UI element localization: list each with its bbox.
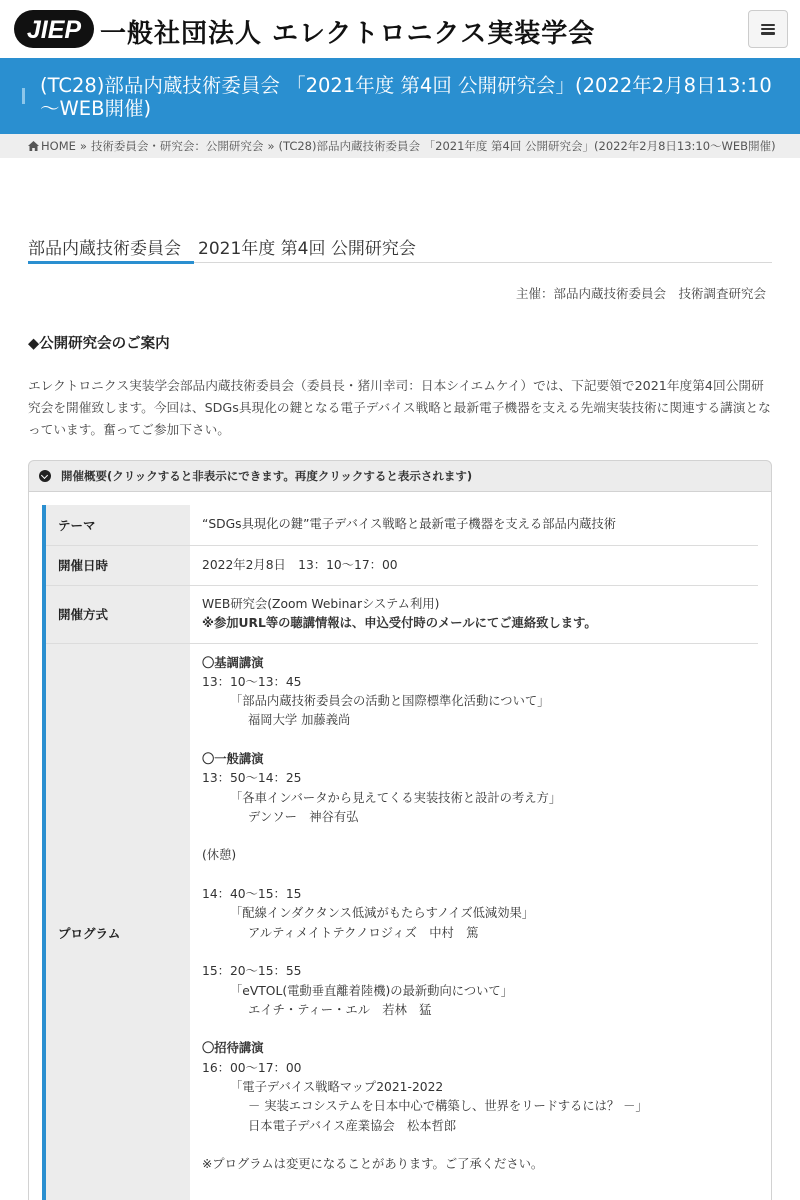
- invited-subtitle: － 実装エコシステムを日本中心で構築し、世界をリードするには？ －」: [248, 1099, 648, 1114]
- talk3-title: 「eVTOL(電動垂直離着陸機)の最新動向について」: [230, 983, 514, 998]
- break-text: (休憩): [202, 848, 237, 863]
- accordion-label: 開催概要(クリックすると非表示にできます。再度クリックすると表示されます): [61, 469, 473, 483]
- announce-heading: ◆公開研究会のご案内: [28, 336, 170, 352]
- breadcrumb: [0, 134, 800, 158]
- general-heading: 〇一般講演: [202, 751, 264, 766]
- breadcrumb-current: (TC28)部品内蔵技術委員会 「2021年度 第4回 公開研究会」(2022年2月8日13:10～WEB開催): [278, 139, 776, 153]
- keynote-heading: 〇基調講演: [202, 655, 264, 670]
- talk1-title: 「各車インバータから見えてくる実装技術と設計の考え方」: [230, 790, 562, 805]
- keynote-time: 13：10～13：45: [202, 674, 302, 689]
- invited-title: 「電子デバイス戦略マップ2021-2022: [230, 1080, 444, 1095]
- organizer-text: 主催：部品内蔵技術委員会 技術調査研究会: [515, 286, 766, 301]
- event-info-table: [42, 505, 758, 1200]
- table-row-theme: [44, 505, 758, 545]
- keynote-speaker: 福岡大学 加藤義尚: [248, 713, 351, 728]
- program-note: ※プログラムは変更になることがあります。ご了承ください。: [202, 1157, 544, 1172]
- org-name[interactable]: 一般社団法人 エレクトロニクス実装学会: [100, 19, 596, 49]
- logo-text: JIEP: [26, 16, 82, 44]
- title-bar-marker: [22, 88, 25, 104]
- program-cell: [190, 643, 758, 1200]
- jiep-logo[interactable]: [14, 10, 94, 48]
- method-value: WEB研究会(Zoom Webinarシステム利用): [202, 597, 440, 611]
- invited-time: 16：00～17：00: [202, 1060, 302, 1075]
- hamburger-icon: [761, 24, 775, 35]
- talk3-speaker: エイチ・ティー・エル 若林 猛: [248, 1002, 432, 1017]
- intro-paragraph: エレクトロニクス実装学会部品内蔵技術委員会（委員長・猪川幸司：日本シイエムケイ）では、下記要領で2021年度第4回公開研究会を開催致します。今回は、SDGs具現化の鍵となる電子デバイス戦略と最新電子機器を支える先端実装技術に関連する講演となっています。奮ってご参加下さい。: [28, 378, 771, 437]
- method-label: 開催方式: [44, 585, 190, 643]
- date-label: 開催日時: [44, 545, 190, 585]
- breadcrumb-separator: »: [79, 139, 87, 153]
- accordion-toggle[interactable]: [28, 460, 772, 492]
- date-value: 2022年2月8日 13：10～17：00: [190, 545, 758, 585]
- invited-speaker: 日本電子デバイス産業協会 松本哲郎: [248, 1118, 457, 1133]
- page-title-band: [0, 58, 800, 134]
- breadcrumb-level1-link[interactable]: 技術委員会・研究会：公開研究会: [90, 139, 264, 153]
- table-row-date: [44, 545, 758, 585]
- breadcrumb-separator: »: [267, 139, 275, 153]
- talk2-time: 14：40～15：15: [202, 887, 302, 902]
- section-title: 部品内蔵技術委員会 2021年度 第4回 公開研究会: [28, 239, 416, 259]
- section-rule-accent: [28, 261, 194, 264]
- keynote-title: 「部品内蔵技術委員会の活動と国際標準化活動について」: [230, 694, 550, 709]
- table-row-method: [44, 585, 758, 643]
- program-label: プログラム: [44, 643, 190, 1200]
- table-row-program: [44, 643, 758, 1200]
- page-title: (TC28)部品内蔵技術委員会 「2021年度 第4回 公開研究会」(2022年2月8日13:10～WEB開催): [40, 74, 772, 120]
- breadcrumb-home-link[interactable]: HOME: [41, 139, 76, 153]
- talk1-time: 13：50～14：25: [202, 771, 302, 786]
- method-note: ※参加URL等の聴講情報は、申込受付時のメールにてご連絡致します。: [202, 616, 597, 630]
- talk1-speaker: デンソー 神谷有弘: [248, 809, 359, 824]
- circle-chevron-down-icon: [39, 470, 51, 482]
- site-header: [0, 0, 800, 58]
- home-icon: [28, 141, 39, 151]
- method-cell: [190, 585, 758, 643]
- invited-heading: 〇招待講演: [202, 1041, 264, 1056]
- menu-button[interactable]: [748, 10, 788, 48]
- theme-value: “SDGs具現化の鍵”電子デバイス戦略と最新電子機器を支える部品内蔵技術: [190, 505, 758, 545]
- theme-label: テーマ: [44, 505, 190, 545]
- talk2-title: 「配線インダクタンス低減がもたらすノイズ低減効果」: [230, 906, 535, 921]
- talk2-speaker: アルティメイトテクノロジィズ 中村 篤: [248, 925, 479, 940]
- talk3-time: 15：20～15：55: [202, 964, 302, 979]
